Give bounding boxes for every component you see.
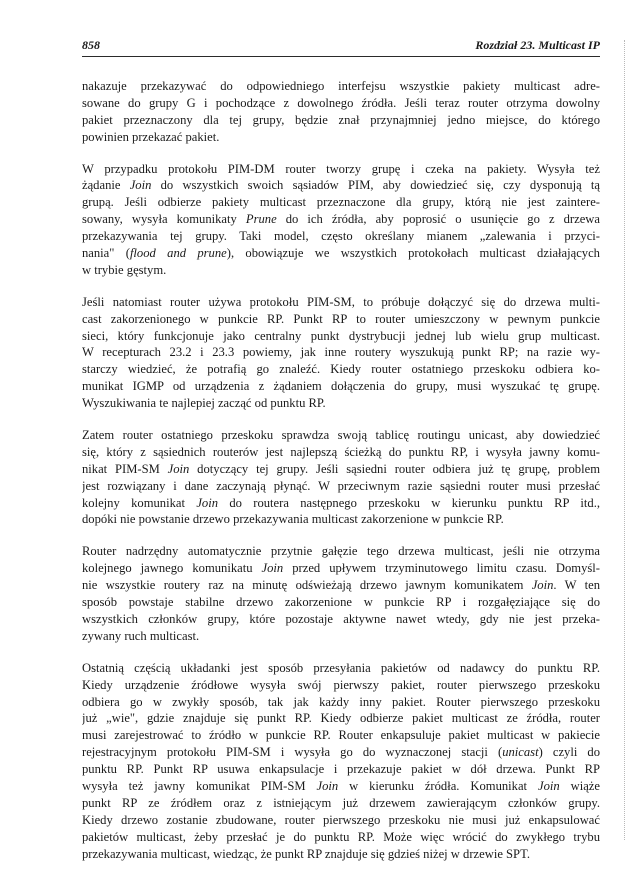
- text-line: Ostatnią częścią układanki jest sposób przesyłania pakietów od nadawcy do punktu RP.: [82, 660, 600, 675]
- text-line: powinien przekazać pakiet.: [82, 129, 220, 144]
- text-line: Kiedy drzewo zostanie zbudowane, router pierwszego przeskoku nie musi już enkapsulować: [82, 812, 600, 827]
- paragraph: [82, 78, 600, 146]
- text-line: jest rozwiązany i dane zaczynają płynąć. W przeciwnym razie sąsiedni router musi przesłać: [82, 478, 600, 493]
- text-line: sposób powstaje stabilne drzewo zakorzenione w punkcie RP i rozgałęziające się do: [82, 595, 600, 610]
- paragraph: [82, 543, 600, 644]
- text-line: przekazywania multicast, wiedząc, że punkt RP znajduje się gdzieś niżej w drzewie SPT.: [82, 846, 530, 861]
- text-line: nikat PIM-SM Join dotyczący tej grupy. Jeśli sąsiedni router odbiera już tę grupę, problem: [82, 461, 600, 476]
- text-line: odbiera go w zwykły sposób, tak jak każdy inny pakiet. Router pierwszego przeskoku: [82, 694, 600, 709]
- text-line: wszystkich członków grupy, które pozostaje aktywne nawet wtedy, gdy nie jest przeka-: [82, 611, 600, 626]
- text-line: musi zarejestrować to źródło w punkcie RP. Router enkapsuluje pakiet multicast w pakiecie: [82, 728, 600, 743]
- text-line: Zatem router ostatniego przeskoku sprawdza swoją tablicę routingu unicast, aby dowiedzieć: [82, 428, 600, 443]
- text-line: pakiet przeznaczony dla tej grupy, będzie znał przynajmniej jedno miejsce, do którego: [82, 112, 600, 127]
- text-line: sowany, wysyła komunikaty Prune do ich źródła, aby poprosić o usunięcie go z drzewa: [82, 212, 600, 227]
- text-line: zywany ruch multicast.: [82, 628, 200, 643]
- text-line: Wyszukiwania te najlepiej zacząć od punktu RP.: [82, 396, 326, 411]
- body-text: [82, 78, 600, 877]
- text-line: grupą. Jeśli odbierze pakiety multicast przeznaczone dla grupy, którą nie jest zaintere-: [82, 195, 600, 210]
- text-line: kolejny komunikat Join do routera następnego przeskoku w kierunku punktu RP itd.,: [82, 495, 600, 510]
- text-line: nania" (flood and prune), obowiązuje we wszystkich protokołach multicast działających: [82, 246, 600, 261]
- text-line: sieci, który funkcjonuje jako centralny punkt dystrybucji jednej lub wielu grup multicast.: [82, 328, 600, 343]
- text-line: W przypadku protokołu PIM-DM router tworzy grupę i czeka na pakiety. Wysyła też: [82, 161, 600, 176]
- text-line: punktu RP. Punkt RP usuwa enkapsulacje i przekazuje pakiet w dół drzewa. Punkt RP: [82, 762, 600, 777]
- running-header: [82, 38, 600, 57]
- text-line: starczy wiedzieć, że potrafią go znaleźć. Kiedy router ostatniego przeskoku odbiera ko-: [82, 362, 600, 377]
- text-line: sowane do grupy G i pochodzące z dowolnego źródła. Jeśli teraz router otrzyma dowolny: [82, 95, 600, 110]
- text-line: cast zakorzenionego w punkcie RP. Punkt RP to router umieszczony w pewnym punkcie: [82, 311, 600, 326]
- text-line: W recepturach 23.2 i 23.3 powiemy, jak inne routery wyszukują punkt RP; na razie wy-: [82, 345, 600, 360]
- scan-edge-marks: [621, 40, 625, 840]
- paragraph: [82, 294, 600, 412]
- text-line: Jeśli natomiast router używa protokołu PIM-SM, to próbuje dołączyć się do drzewa multi-: [82, 294, 600, 309]
- chapter-title: Rozdział 23. Multicast IP: [475, 38, 600, 52]
- text-line: się, który z sąsiednich routerów jest najlepszą ścieżką do punktu RP, i wysyła jawny komu-: [82, 444, 600, 459]
- text-line: pakietów multicast, żeby przesłać je do punktu RP. Może więc wrócić do zwykłego trybu: [82, 829, 600, 844]
- text-line: nakazuje przekazywać do odpowiedniego interfejsu wszystkie pakiety multicast adre-: [82, 79, 600, 93]
- text-line: już „wie", gdzie znajduje się punkt RP. Kiedy odbierze pakiet multicast ze źródła, router: [82, 711, 600, 726]
- page-number: 858: [82, 38, 100, 52]
- text-line: nie wszystkie routery raz na minutę odświeżają drzewo jawnym komunikatem Join. W ten: [82, 578, 600, 593]
- text-line: punkt RP ze źródłem oraz z istniejącym już drzewem zawierającym członków grupy.: [82, 795, 600, 810]
- text-line: wysyła też jawny komunikat PIM-SM Join w kierunku źródła. Komunikat Join wiąże: [82, 778, 600, 793]
- text-line: żądanie Join do wszystkich swoich sąsiadów PIM, aby dowiedzieć się, czy dysponują tą: [82, 178, 600, 193]
- text-line: przekazywania tej grupy. Taki model, często określany mianem „zalewania i przyci-: [82, 229, 600, 244]
- paragraph: [82, 427, 600, 528]
- text-line: w trybie gęstym.: [82, 262, 167, 277]
- paragraph: [82, 660, 600, 863]
- paragraph: [82, 161, 600, 279]
- text-line: dopóki nie powstanie drzewo przekazywania multicast zakorzenione w punkcie RP.: [82, 512, 504, 527]
- text-line: rejestracyjnym protokołu PIM-SM i wysyła go do wyznaczonej stacji (unicast) czyli do: [82, 745, 600, 760]
- text-line: Kiedy urządzenie źródłowe wysyła swój pierwszy pakiet, router pierwszego przeskoku: [82, 677, 600, 692]
- text-line: kolejnego jawnego komunikatu Join przed upływem trzyminutowego limitu czasu. Domyśl-: [82, 561, 600, 576]
- text-line: munikat IGMP od urządzenia z żądaniem dołączenia do grupy, musi wyszukać tę grupę.: [82, 379, 600, 394]
- text-line: Router nadrzędny automatycznie przytnie gałęzie tego drzewa multicast, jeśli nie otrzyma: [82, 544, 600, 559]
